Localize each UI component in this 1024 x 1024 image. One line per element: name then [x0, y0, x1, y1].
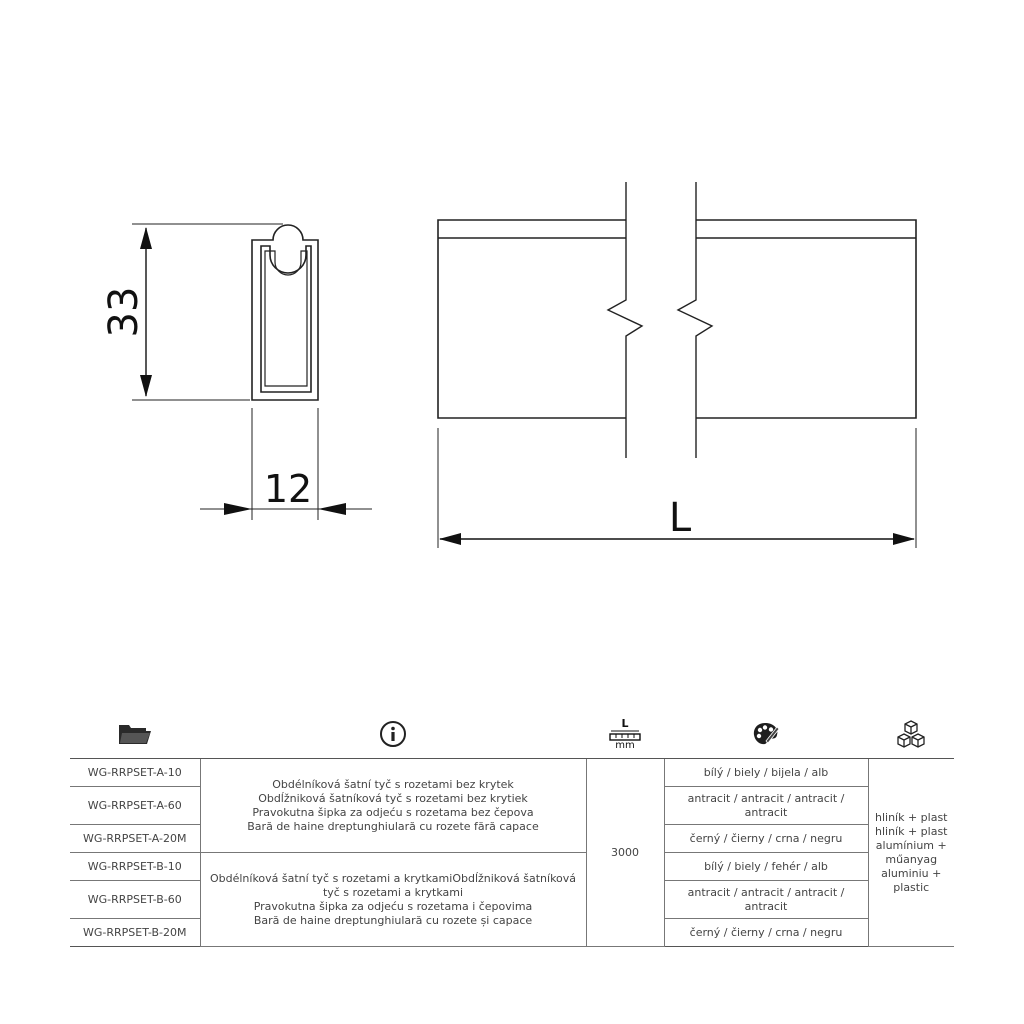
width-dim-label: 12 — [263, 467, 313, 511]
color-value: antracit / antracit / antracit / antracit — [664, 881, 868, 919]
height-dimension — [101, 224, 283, 400]
description-line: Bară de haine dreptunghiulară cu rozete și capace — [253, 913, 533, 927]
length-ruler-icon — [586, 712, 664, 756]
color-value: černý / čierny / crna / negru — [664, 825, 868, 853]
product-code: WG-RRPSET-A-60 — [70, 787, 200, 825]
product-code: WG-RRPSET-B-10 — [70, 853, 200, 881]
folder-icon — [70, 712, 200, 756]
color-value: bílý / biely / bijela / alb — [664, 759, 868, 787]
table-row — [70, 853, 954, 881]
description-line: Pravokutna šipka za odjeću s rozetama i čepovima — [253, 899, 533, 913]
width-dimension — [200, 408, 372, 520]
color-value: antracit / antracit / antracit / antracit — [664, 787, 868, 825]
palette-icon — [664, 712, 868, 756]
length-value: 3000 — [586, 759, 664, 947]
product-code: WG-RRPSET-A-20M — [70, 825, 200, 853]
product-code: WG-RRPSET-B-60 — [70, 881, 200, 919]
description-b — [200, 853, 586, 947]
cubes-icon — [868, 712, 954, 756]
length-dimension — [438, 428, 916, 548]
product-code: WG-RRPSET-A-10 — [70, 759, 200, 787]
height-dim-label: 33 — [101, 286, 147, 338]
ruler-icon — [609, 729, 641, 741]
spec-table — [70, 758, 954, 947]
break-lines — [608, 182, 712, 458]
description-line: Bară de haine dreptunghiulară cu rozete fără capace — [247, 819, 539, 833]
rod-side-view — [438, 220, 916, 418]
length-dim-label: L — [668, 495, 692, 541]
info-icon — [200, 712, 586, 756]
material-value: hliník + plast hliník + plast alumínium + műanyag aluminiu + plastic — [868, 759, 954, 947]
table-row — [70, 759, 954, 787]
description-line: Pravokutna šipka za odjeću s rozetama bez čepova — [252, 805, 534, 819]
description-a — [200, 759, 586, 853]
description-line: Obdĺžniková šatníková tyč s rozetami bez krytiek — [258, 791, 528, 805]
length-icon-label: L — [621, 716, 629, 730]
color-value: bílý / biely / fehér / alb — [664, 853, 868, 881]
description-line: Obdélníková šatní tyč s rozetami bez krytek — [272, 777, 514, 791]
description-line: Obdélníková šatní tyč s rozetami a krytkamiObdĺžniková šatníková tyč s rozetami a krytkami — [209, 871, 577, 899]
length-icon-unit: mm — [615, 739, 635, 751]
color-value: černý / čierny / crna / negru — [664, 919, 868, 947]
product-code: WG-RRPSET-B-20M — [70, 919, 200, 947]
profile-cross-section — [252, 225, 318, 400]
